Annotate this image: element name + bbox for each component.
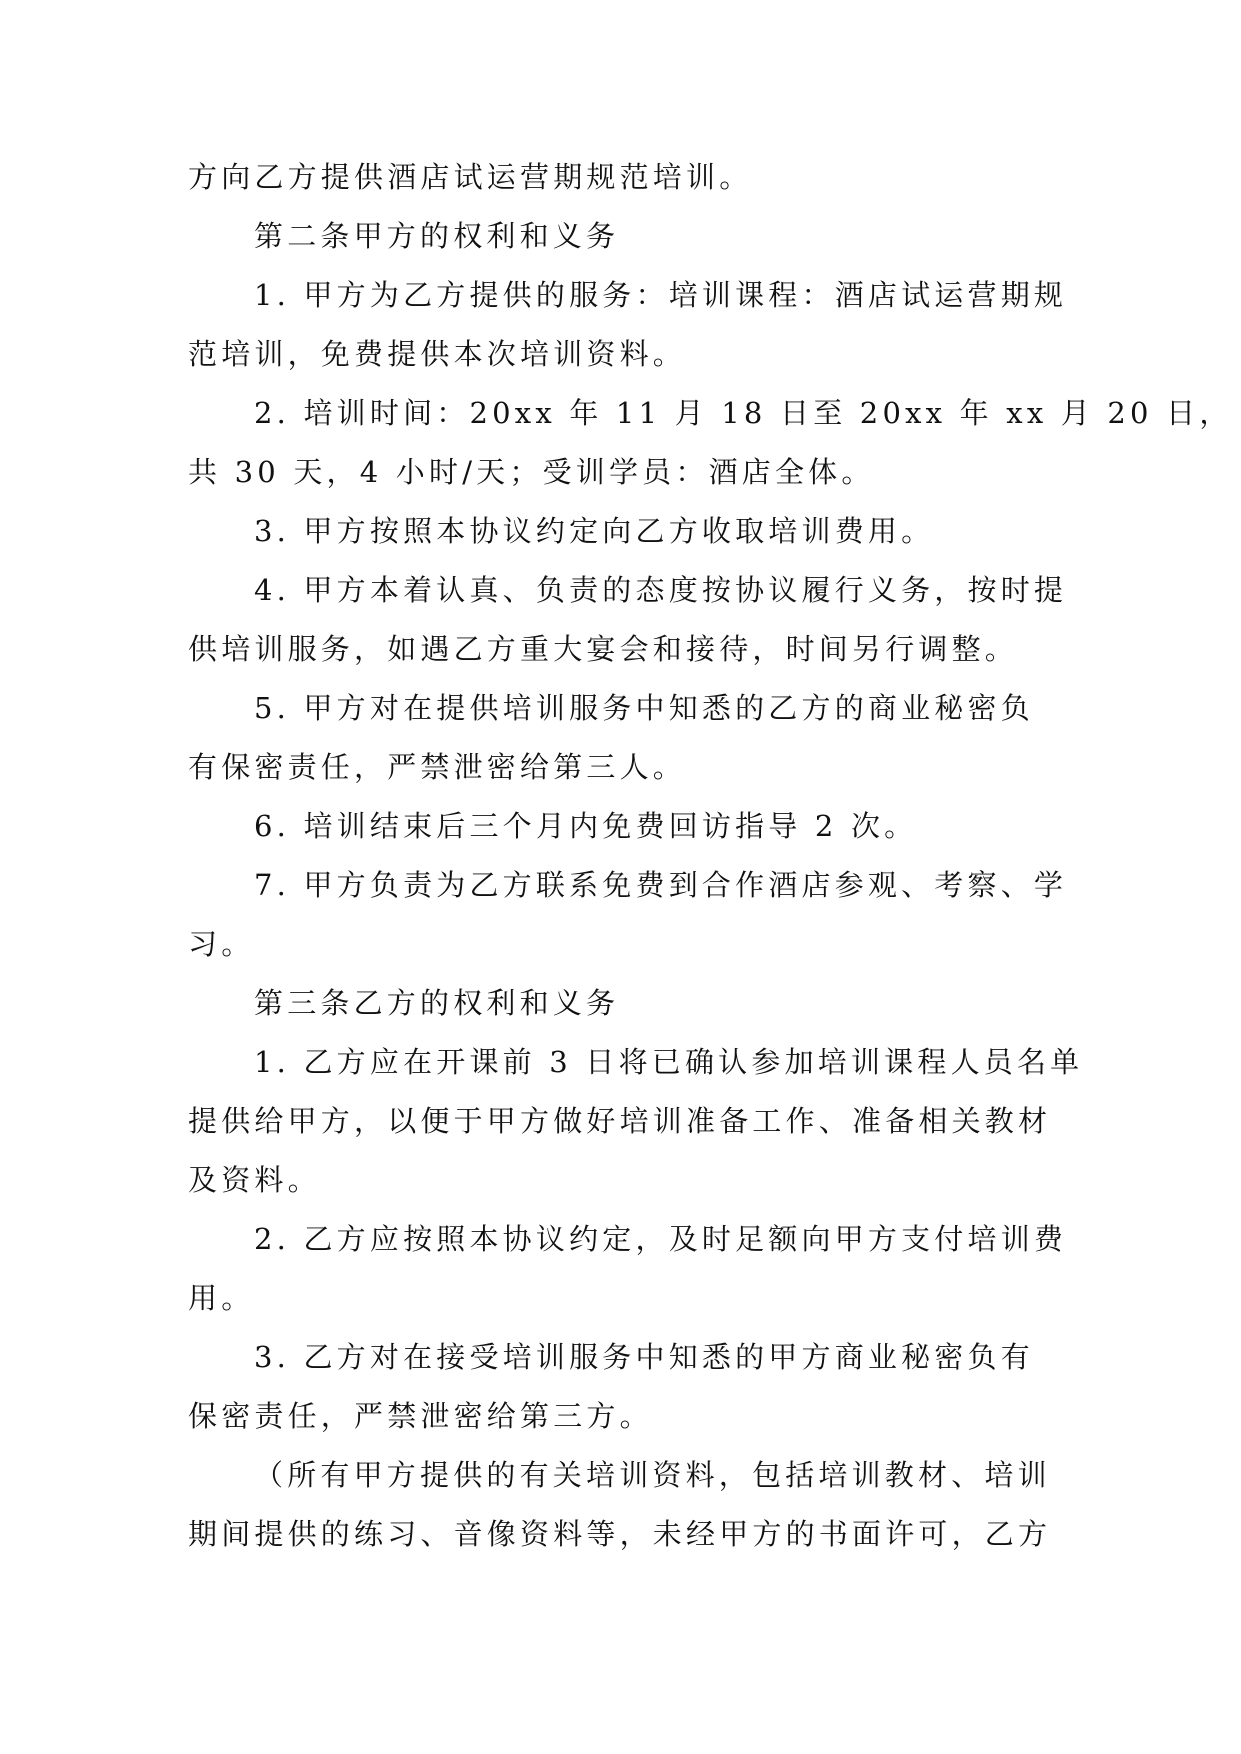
- paragraph-line: 方向乙方提供酒店试运营期规范培训。: [188, 160, 753, 194]
- paragraph-line: 1. 甲方为乙方提供的服务：培训课程：酒店试运营期规: [254, 278, 1068, 312]
- paragraph-line: 用。: [188, 1281, 255, 1315]
- paragraph-line: 3. 乙方对在接受培训服务中知悉的甲方商业秘密负有: [254, 1340, 1034, 1374]
- paragraph-line: 2. 培训时间：20xx 年 11 月 18 日至 20xx 年 xx 月 20 日，: [254, 396, 1233, 430]
- paragraph-line: （所有甲方提供的有关培训资料，包括培训教材、培训: [254, 1458, 1051, 1492]
- paragraph-line: 5. 甲方对在提供培训服务中知悉的乙方的商业秘密负: [254, 691, 1034, 725]
- paragraph-line: 共 30 天，4 小时/天；受训学员：酒店全体。: [188, 455, 875, 489]
- document-body: [188, 148, 1233, 1564]
- paragraph-line: 有保密责任，严禁泄密给第三人。: [188, 750, 687, 784]
- paragraph-line: 保密责任，严禁泄密给第三方。: [188, 1399, 653, 1433]
- paragraph-line: 提供给甲方，以便于甲方做好培训准备工作、准备相关教材: [188, 1104, 1052, 1138]
- paragraph-line: 习。: [188, 927, 255, 961]
- paragraph-line: 2. 乙方应按照本协议约定，及时足额向甲方支付培训费: [254, 1222, 1068, 1256]
- paragraph-line: 6. 培训结束后三个月内免费回访指导 2 次。: [254, 809, 918, 843]
- paragraph-line: 7. 甲方负责为乙方联系免费到合作酒店参观、考察、学: [254, 868, 1068, 902]
- paragraph-line: 4. 甲方本着认真、负责的态度按协议履行义务，按时提: [254, 573, 1068, 607]
- paragraph-line: 范培训，免费提供本次培训资料。: [188, 337, 687, 371]
- section-heading: 第三条乙方的权利和义务: [254, 986, 620, 1020]
- paragraph-line: 期间提供的练习、音像资料等，未经甲方的书面许可，乙方: [188, 1517, 1052, 1551]
- paragraph-line: 3. 甲方按照本协议约定向乙方收取培训费用。: [254, 514, 935, 548]
- paragraph-line: 供培训服务，如遇乙方重大宴会和接待，时间另行调整。: [188, 632, 1019, 666]
- paragraph-line: 1. 乙方应在开课前 3 日将已确认参加培训课程人员名单: [254, 1045, 1084, 1079]
- paragraph-line: 及资料。: [188, 1163, 321, 1197]
- section-heading: 第二条甲方的权利和义务: [254, 219, 620, 253]
